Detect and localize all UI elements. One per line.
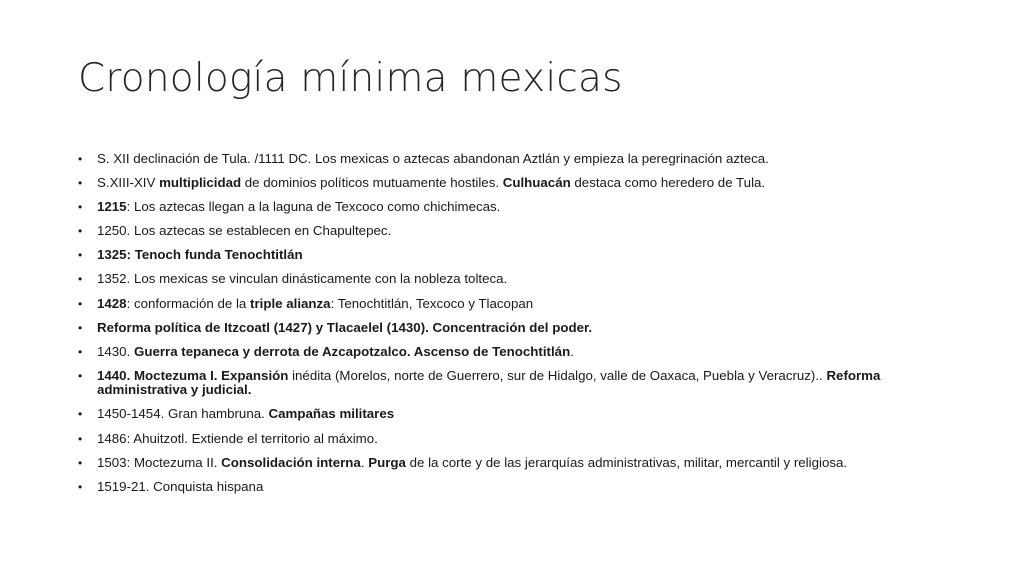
bold-text-segment: Reforma política de Itzcoatl (1427) y Tlacaelel (1430). Concentración del poder. <box>97 319 593 335</box>
list-item <box>78 176 958 191</box>
bullet-icon: • <box>78 200 83 215</box>
list-item <box>78 407 958 422</box>
list-item <box>78 369 958 398</box>
bold-text-segment: Reforma administrativa y judicial. <box>97 367 881 398</box>
bullet-icon: • <box>78 407 83 422</box>
bullet-icon: • <box>78 320 83 335</box>
text-segment: . <box>360 454 369 470</box>
list-item <box>78 152 958 167</box>
text-segment: de dominios políticos mutuamente hostiles. <box>241 175 503 191</box>
text-segment: 1250. Los aztecas se establecen en Chapultepec. <box>97 223 392 239</box>
bullet-icon: • <box>78 152 83 166</box>
text-segment: 1503: Moctezuma II. <box>97 454 222 470</box>
text-segment: inédita (Morelos, norte de Guerrero, sur de Hidalgo, valle de Oaxaca, Puebla y Veracruz).. <box>288 367 827 383</box>
text-segment: : conformación de la <box>126 295 251 311</box>
text-segment: S.XIII-XIV <box>97 175 160 191</box>
bullet-icon: • <box>78 248 83 263</box>
text-segment: S. XII declinación de Tula. /1111 DC. Los mexicas o aztecas abandonan Aztlán y empieza la peregrinación azteca. <box>97 151 769 166</box>
bullet-list <box>78 152 958 504</box>
text-segment: destaca como heredero de Tula. <box>570 175 766 191</box>
bullet-icon: • <box>78 368 83 383</box>
list-item <box>78 200 958 215</box>
bold-text-segment: 1428 <box>97 295 127 311</box>
bullet-icon: • <box>78 296 83 311</box>
list-item <box>78 480 958 495</box>
bold-text-segment: Consolidación interna <box>221 454 361 470</box>
bold-text-segment: 1215 <box>97 199 127 215</box>
list-item <box>78 321 958 336</box>
text-segment: 1352. Los mexicas se vinculan dinásticamente con la nobleza tolteca. <box>97 271 508 287</box>
list-item <box>78 456 958 471</box>
text-segment: 1519-21. Conquista hispana <box>97 478 264 494</box>
list-item <box>78 345 958 360</box>
bullet-icon: • <box>78 224 83 239</box>
text-segment: : Tenochtitlán, Texcoco y Tlacopan <box>330 295 534 311</box>
bold-text-segment: multiplicidad <box>159 175 242 191</box>
text-segment: 1450-1454. Gran hambruna. <box>97 406 269 422</box>
list-item <box>78 432 958 447</box>
list-item <box>78 224 958 239</box>
list-item <box>78 272 958 287</box>
bold-text-segment: 1325: Tenoch funda Tenochtitlán <box>97 247 303 263</box>
bullet-icon: • <box>78 272 83 287</box>
slide-title: Cronología mínima mexicas <box>78 56 623 101</box>
bullet-icon: • <box>78 479 83 494</box>
bullet-icon: • <box>78 455 83 470</box>
bold-text-segment: Campañas militares <box>268 406 395 422</box>
bold-text-segment: triple alianza <box>250 295 331 311</box>
bold-text-segment: Purga <box>368 454 406 470</box>
list-item <box>78 297 958 312</box>
text-segment: 1486: Ahuitzotl. Extiende el territorio al máximo. <box>97 430 378 446</box>
text-segment: . <box>570 343 574 359</box>
text-segment: : Los aztecas llegan a la laguna de Texcoco como chichimecas. <box>126 199 501 215</box>
bold-text-segment: Culhuacán <box>502 175 571 191</box>
bullet-icon: • <box>78 344 83 359</box>
list-item <box>78 248 958 263</box>
bullet-icon: • <box>78 176 83 191</box>
bold-text-segment: Guerra tepaneca y derrota de Azcapotzalco. Ascenso de Tenochtitlán <box>133 343 571 359</box>
bullet-icon: • <box>78 431 83 446</box>
text-segment: 1430. <box>97 343 134 359</box>
bold-text-segment: 1440. Moctezuma I. Expansión <box>97 367 289 383</box>
text-segment: de la corte y de las jerarquías administrativas, militar, mercantil y religiosa. <box>405 454 848 470</box>
